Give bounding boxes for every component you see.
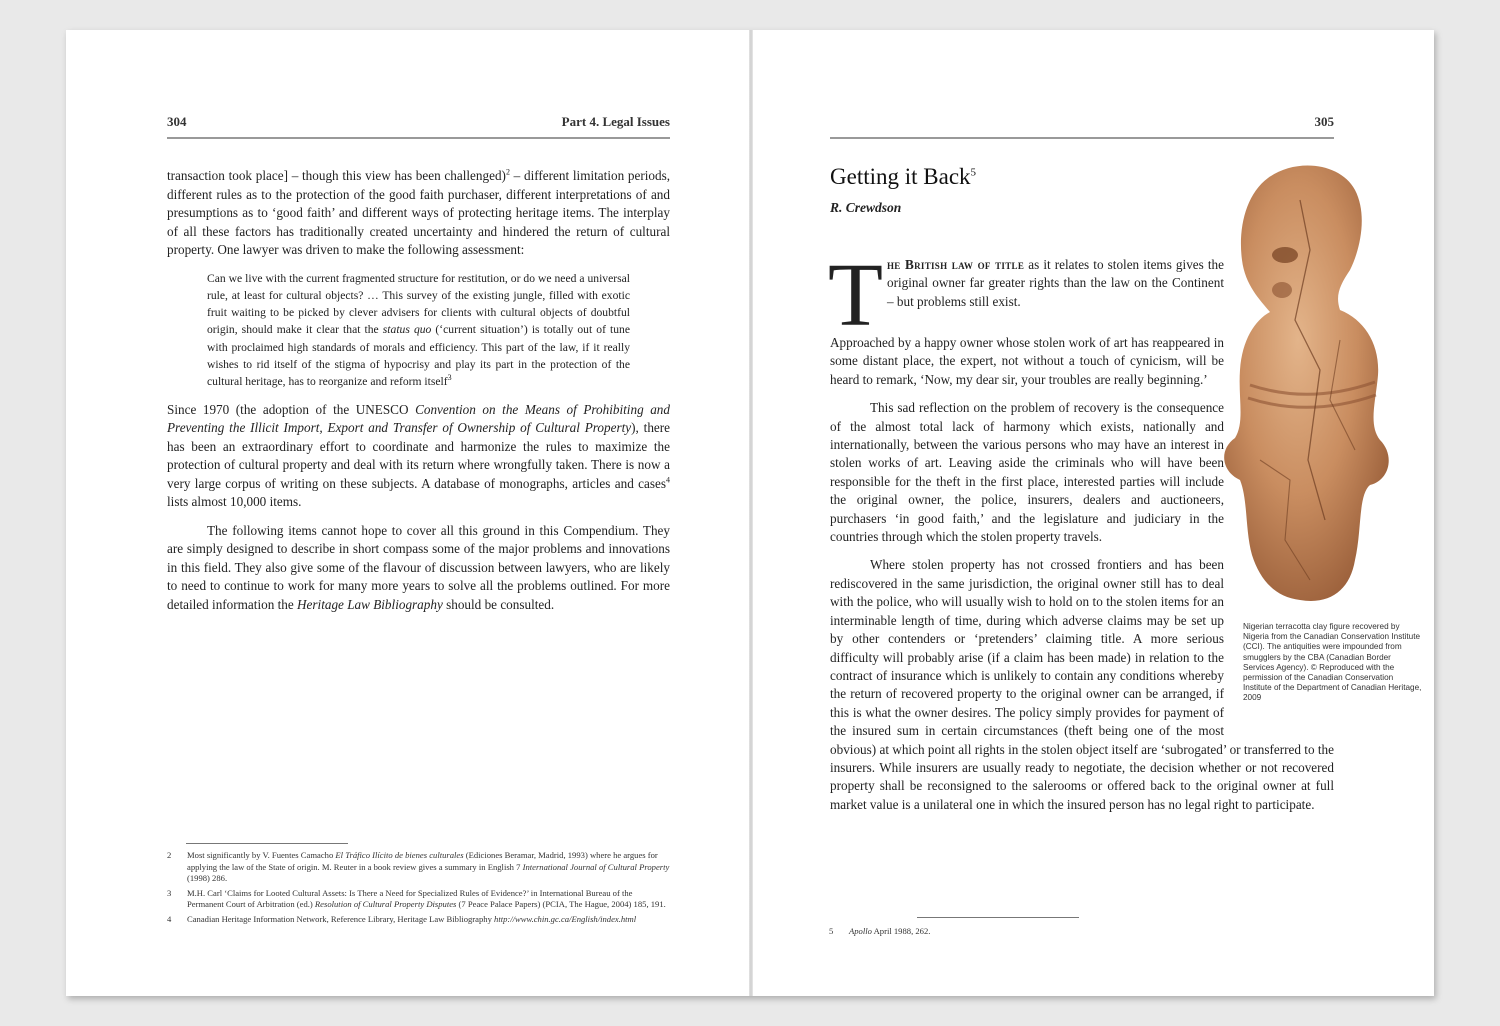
footnote: 2 Most significantly by V. Fuentes Camacho El Tráfico Ilícito de bienes culturales (Ediciones Beramar, Madrid, 1993) where he argues for applying the law of the State of origin. M. Reuter in a book review gives a summary in English 7 International Journal of Cultural Property (1998) 286.	[167, 850, 670, 884]
footnote-ref: 4	[666, 475, 670, 485]
article-title: Getting it Back$^5$	[830, 164, 977, 189]
left-page	[66, 30, 749, 996]
footnote: 5 Apollo April 1988, 262.	[829, 926, 931, 936]
footnote-link: http://www.chin.gc.ca/English/index.html	[494, 913, 637, 924]
left-body-text	[167, 167, 670, 624]
paragraph: Approached by a happy owner whose stolen work of art has reappeared in some distant place, the expert, not without a touch of cynicism, will be heard to remark, ‘Now, my dear sir, your troubles are really beginning.’	[830, 335, 1224, 387]
figure-mouth	[1272, 282, 1292, 298]
paragraph: Where stolen property has not crossed frontiers and has been rediscovered in the same jurisdiction, the original owner still has to deal with the police, who will usually wish to hold on to the stolen items for an interminable length of time, during which adverse claims may be set up by other contenders or ‘pretenders’ claiming title. A more serious difficulty will probably arise (if a claim has been made) in relation to the contract of insurance which is unlikely to contain any conditions whereby the return of recovered property to the original owner can be arranged, if this is what the owner desires. The policy simply provides for payment of the insured sum in certain circumstances (theft being one of the most obvious) at which point all rights in the stolen object itself are ‘subrogated’ or transferred to the insurers. While insurers are usually ready to negotiate, the decision whether or not recovered property shall be reconsigned to the salerooms or offered back to the original owner at full market value is a unilateral one in which the insured person has no legal right to participate.	[830, 557, 1334, 812]
figure-eye	[1272, 247, 1298, 263]
footnotes	[167, 850, 670, 929]
paragraph: Since 1970 (the adoption of the UNESCO Convention on the Means of Prohibiting and Preventing the Illicit Import, Export and Transfer of Ownership of Cultural Property), there has been an extraordinary effort to coordinate and harmonize the rules to maximize the protection of cultural property and deal with its return where wrongfully taken. There is now a very large corpus of writing on these subjects. A database of monographs, articles and cases$^4$ lists almost 10,000 items.	[167, 401, 671, 510]
page-number-left: 304	[167, 114, 187, 129]
running-head: Part 4. Legal Issues	[561, 114, 670, 129]
paragraph: transaction took place] – though this view has been challenged)$^2$ – different limitation periods, different rules as to the protection of the good faith purchaser, different interpretations of and presumptions as to ‘good faith’ and different ways of protecting heritage items. The interplay of all these factors has traditionally created uncertainty and hindered the return of cultural property. One lawyer was driven to make the following assessment:	[167, 167, 671, 257]
footnote-ref: 2	[505, 167, 510, 177]
article-author: R. Crewdson	[830, 200, 902, 215]
paragraph: This sad reflection on the problem of recovery is the consequence of the almost total lack of harmony which exists, nationally and internationally, between the various persons who may have an interest in stolen works of art. Leaving aside the criminals who will have been responsible for the theft in the first place, interested parties will include the original owner, the police, insurers, dealers and auctioneers, purchasers ‘in good faith,’ and the legislature and judiciary in the countries through which the stolen property travels.	[830, 400, 1224, 545]
opening-paragraph: The British law of title as it relates to stolen items gives the original owner far greater rights than the law on the Continent – but problems still exist.	[828, 246, 1224, 345]
footnote-ref: 5	[970, 166, 977, 179]
footnote: 4 Canadian Heritage Information Network, Reference Library, Heritage Law Bibliography http://www.chin.gc.ca/English/index.html	[167, 913, 637, 924]
footnote-rule	[917, 917, 1079, 918]
header-rule	[830, 137, 1334, 139]
footnote-ref: 3	[447, 373, 452, 383]
footnote: 3 M.H. Carl ‘Claims for Looted Cultural Assets: Is There a Need for Specialized Rules of Evidence?’ in International Bureau of the Permanent Court of Arbitration (ed.) Resolution of Cultural Property Disputes (7 Peace Palace Papers) (PCIA, The Hague, 2004) 185, 191.	[167, 887, 666, 910]
page-number-right: 305	[1314, 114, 1334, 129]
header-rule	[167, 137, 670, 139]
terracotta-figure-image	[1190, 160, 1440, 610]
blockquote: Can we live with the current fragmented structure for restitution, or do we need a universal rule, at least for cultural objects? … This survey of the existing jungle, filled with exotic fruit waiting to be picked by clever advisers for clients with cultural objects of doubtful origin, should make it clear that the status quo (‘current situation’) is totally out of tune with proclaimed high standards of morals and efficiency. This part of the law, if it really wishes to rid itself of the stigma of hypocrisy and play its part in the protection of the cultural heritage, has to reorganize and reform itself$^3$	[207, 271, 630, 389]
paragraph: The following items cannot hope to cover all this ground in this Compendium. They are simply designed to describe in short compass some of the major problems and innovations in this field. They also give some of the flavour of discussion between lawyers, who are likely to need to continue to work for many more years to solve all the problems outlined. For more detailed information the Heritage Law Bibliography should be consulted.	[167, 522, 670, 612]
footnote-rule	[186, 843, 348, 844]
drop-cap: T	[828, 246, 883, 345]
figure-caption: Nigerian terracotta clay figure recovered by Nigeria from the Canadian Conservation Institute (CCI). The antiquities were impounded from smugglers by the CBA (Canadian Border Services Agency). © Reproduced with the permission of the Canadian Conservation Institute of the Department of Canadian Heritage, 2009	[1243, 622, 1422, 703]
